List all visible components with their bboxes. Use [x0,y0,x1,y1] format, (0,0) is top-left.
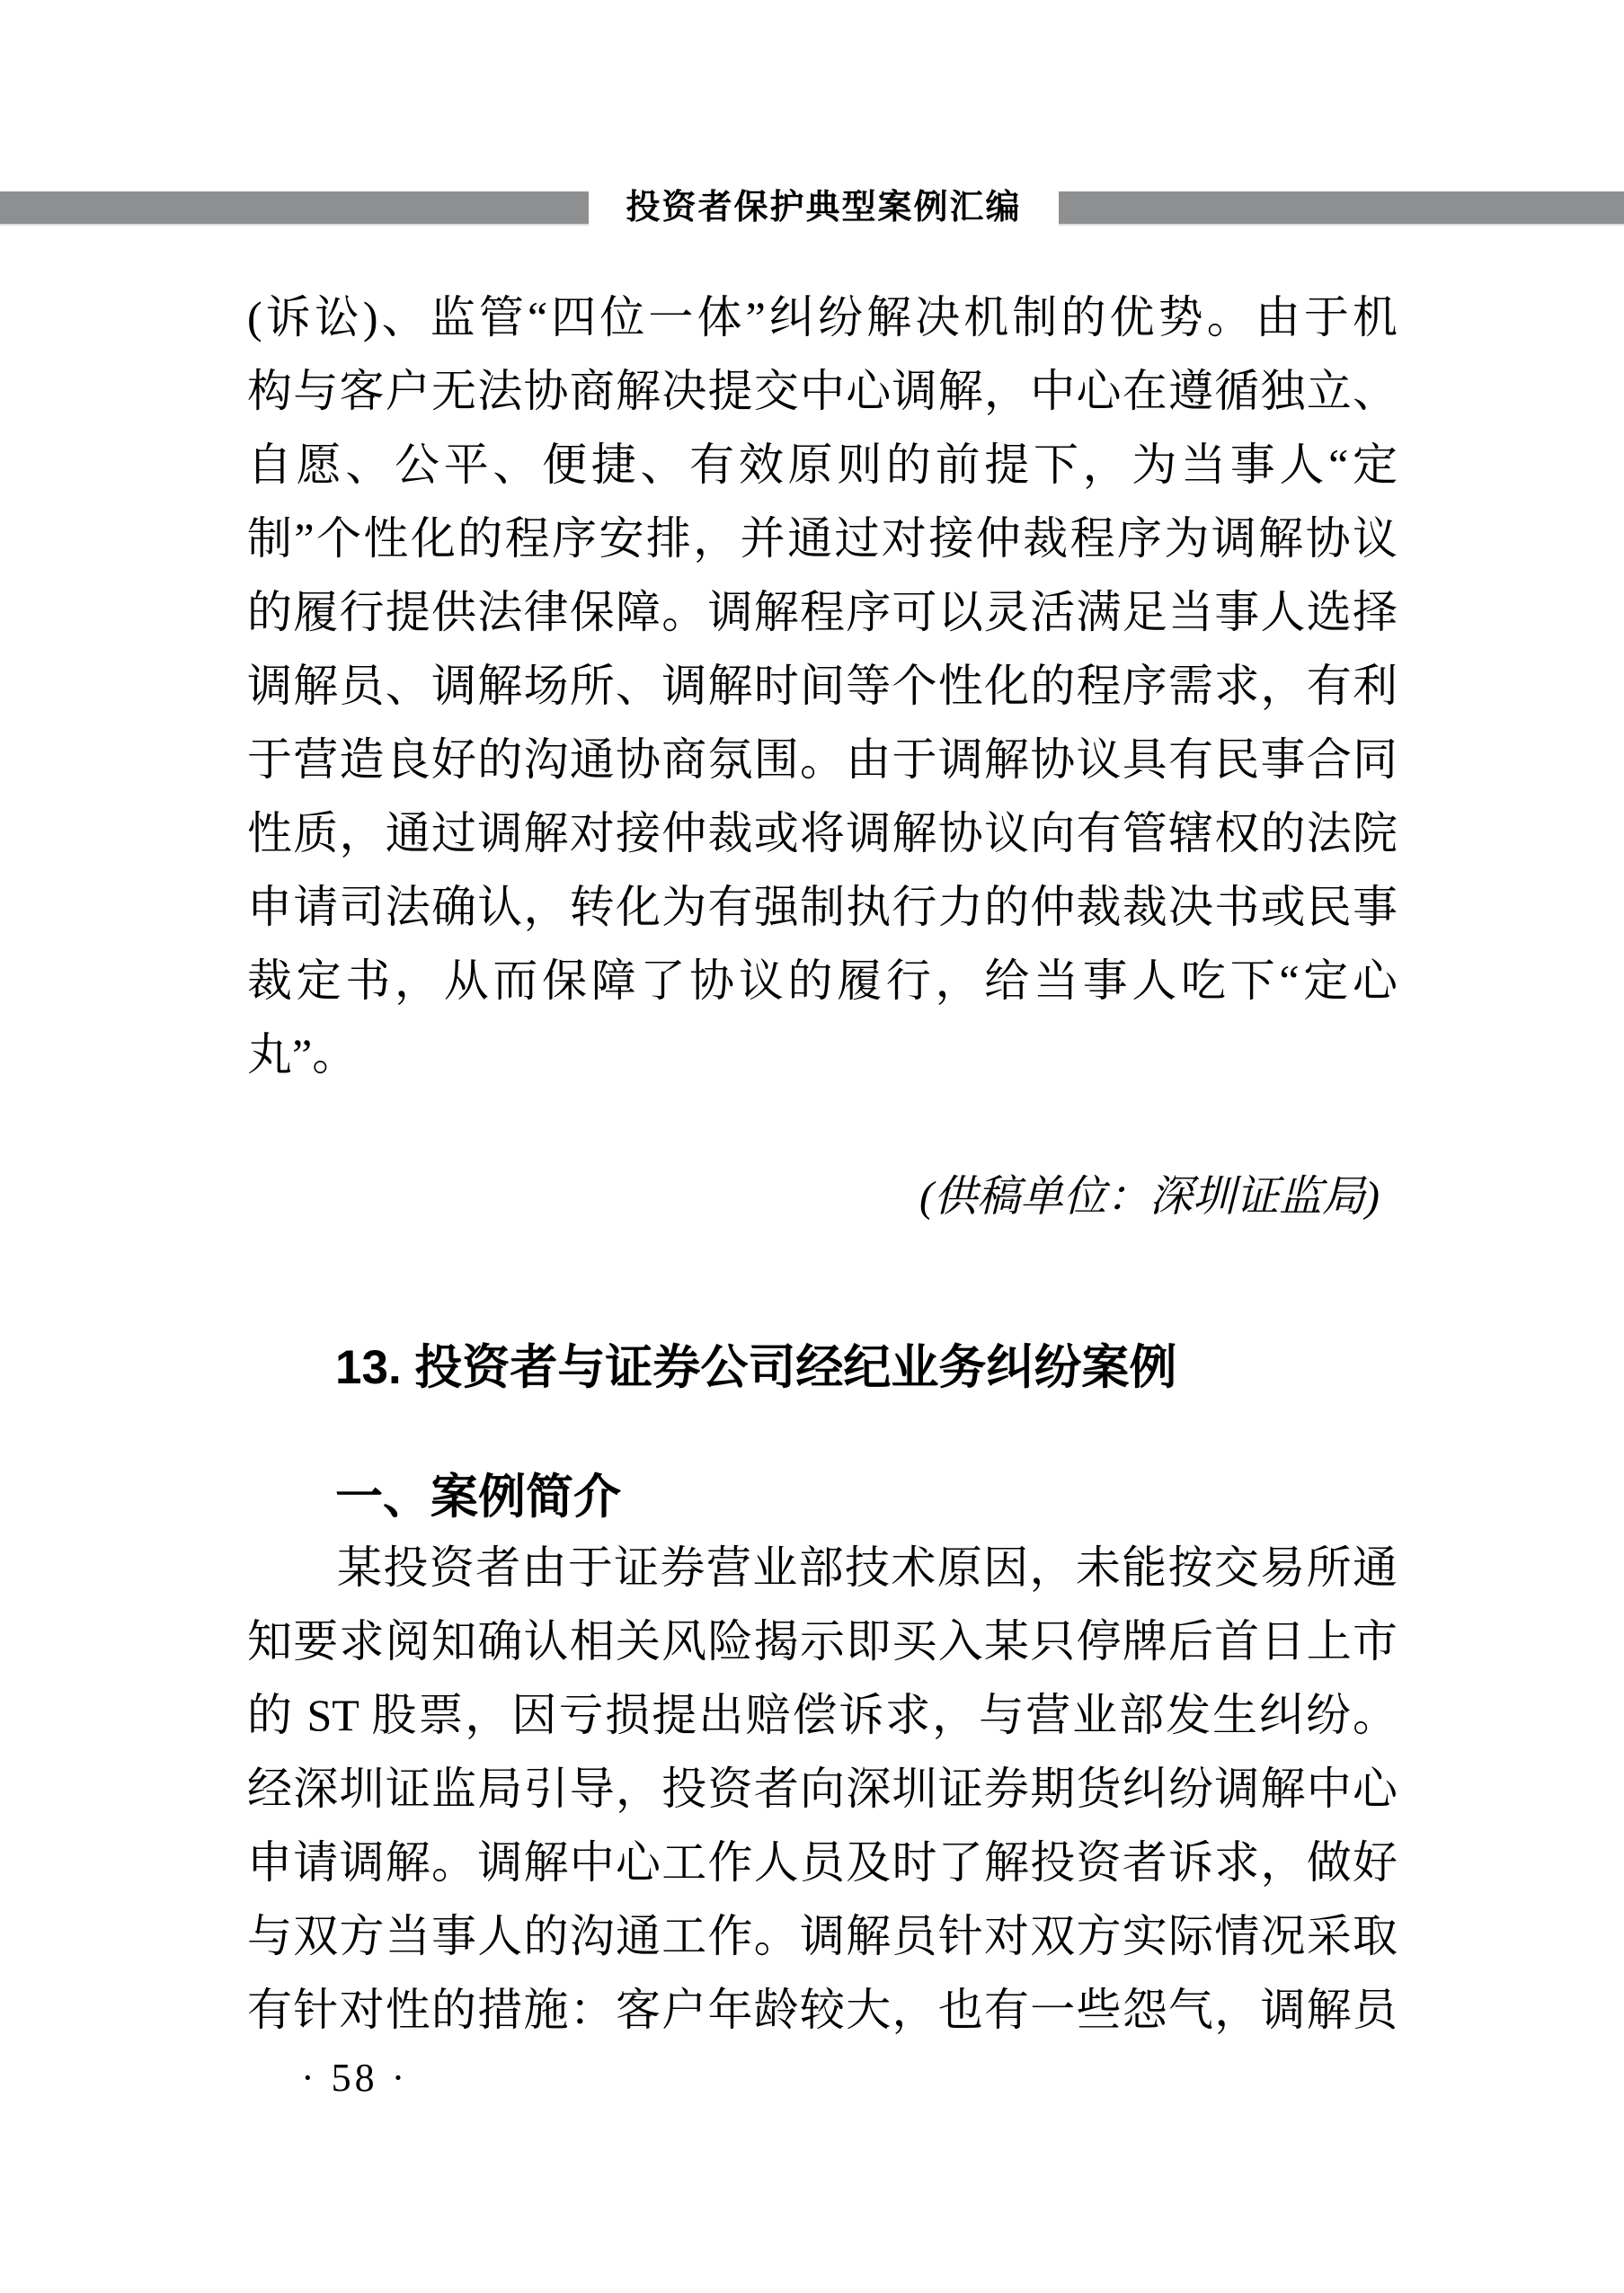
paragraph-2-line: 的 ST 股票，因亏损提出赔偿诉求，与营业部发生纠纷。 [247,1690,1398,1740]
paragraph-1-line: 的履行提供法律保障。调解程序可以灵活满足当事人选择 [247,587,1398,637]
paragraph-1-line: 申请司法确认，转化为有强制执行力的仲裁裁决书或民事 [247,882,1398,932]
paragraph-1-line: 调解员、调解场所、调解时间等个性化的程序需求，有利 [247,661,1398,711]
subsection-heading: 一、案例简介 [335,1471,621,1524]
paragraph-2 [247,1531,1398,2047]
paragraph-2-line: 有针对性的措施：客户年龄较大，也有一些怨气，调解员 [247,1985,1398,2035]
paragraph-1 [247,280,1398,1091]
paragraph-1-line: 自愿、公平、便捷、有效原则的前提下，为当事人“定 [247,440,1398,490]
paragraph-1-line: 性质，通过调解对接仲裁或将调解协议向有管辖权的法院 [247,808,1398,858]
paragraph-2-line: 申请调解。调解中心工作人员及时了解投资者诉求，做好 [247,1837,1398,1888]
paragraph-1-line: 于营造良好的沟通协商氛围。由于调解协议具有民事合同 [247,734,1398,785]
attribution-line: (供稿单位：深圳证监局) [919,1173,1380,1221]
paragraph-1-line: 丸”。 [247,1029,358,1080]
header-bar-right [1059,191,1624,226]
paragraph-2-line: 经深圳证监局引导，投资者向深圳证券期货纠纷调解中心 [247,1764,1398,1814]
paragraph-1-line: 制”个性化的程序安排，并通过对接仲裁程序为调解协议 [247,513,1398,564]
paragraph-2-line: 某投资者由于证券营业部技术原因，未能按交易所通 [337,1542,1398,1593]
paragraph-2-line: 与双方当事人的沟通工作。调解员针对双方实际情况采取 [247,1911,1398,1961]
paragraph-1-line: 裁定书，从而保障了协议的履行，给当事人吃下“定心 [247,955,1398,1006]
section-heading: 13. 投资者与证券公司经纪业务纠纷案例 [335,1341,1177,1394]
paragraph-1-line: 构与客户无法协商解决提交中心调解，中心在遵循独立、 [247,366,1398,416]
paragraph-1-line: (诉讼)、监管“四位一体”纠纷解决机制的优势。由于机 [247,292,1398,342]
paragraph-2-line: 知要求阅知确认相关风险揭示即买入某只停牌后首日上市 [247,1616,1398,1666]
header-title: 投资者保护典型案例汇编 [626,189,1022,227]
page-number: · 58 · [301,2056,409,2100]
